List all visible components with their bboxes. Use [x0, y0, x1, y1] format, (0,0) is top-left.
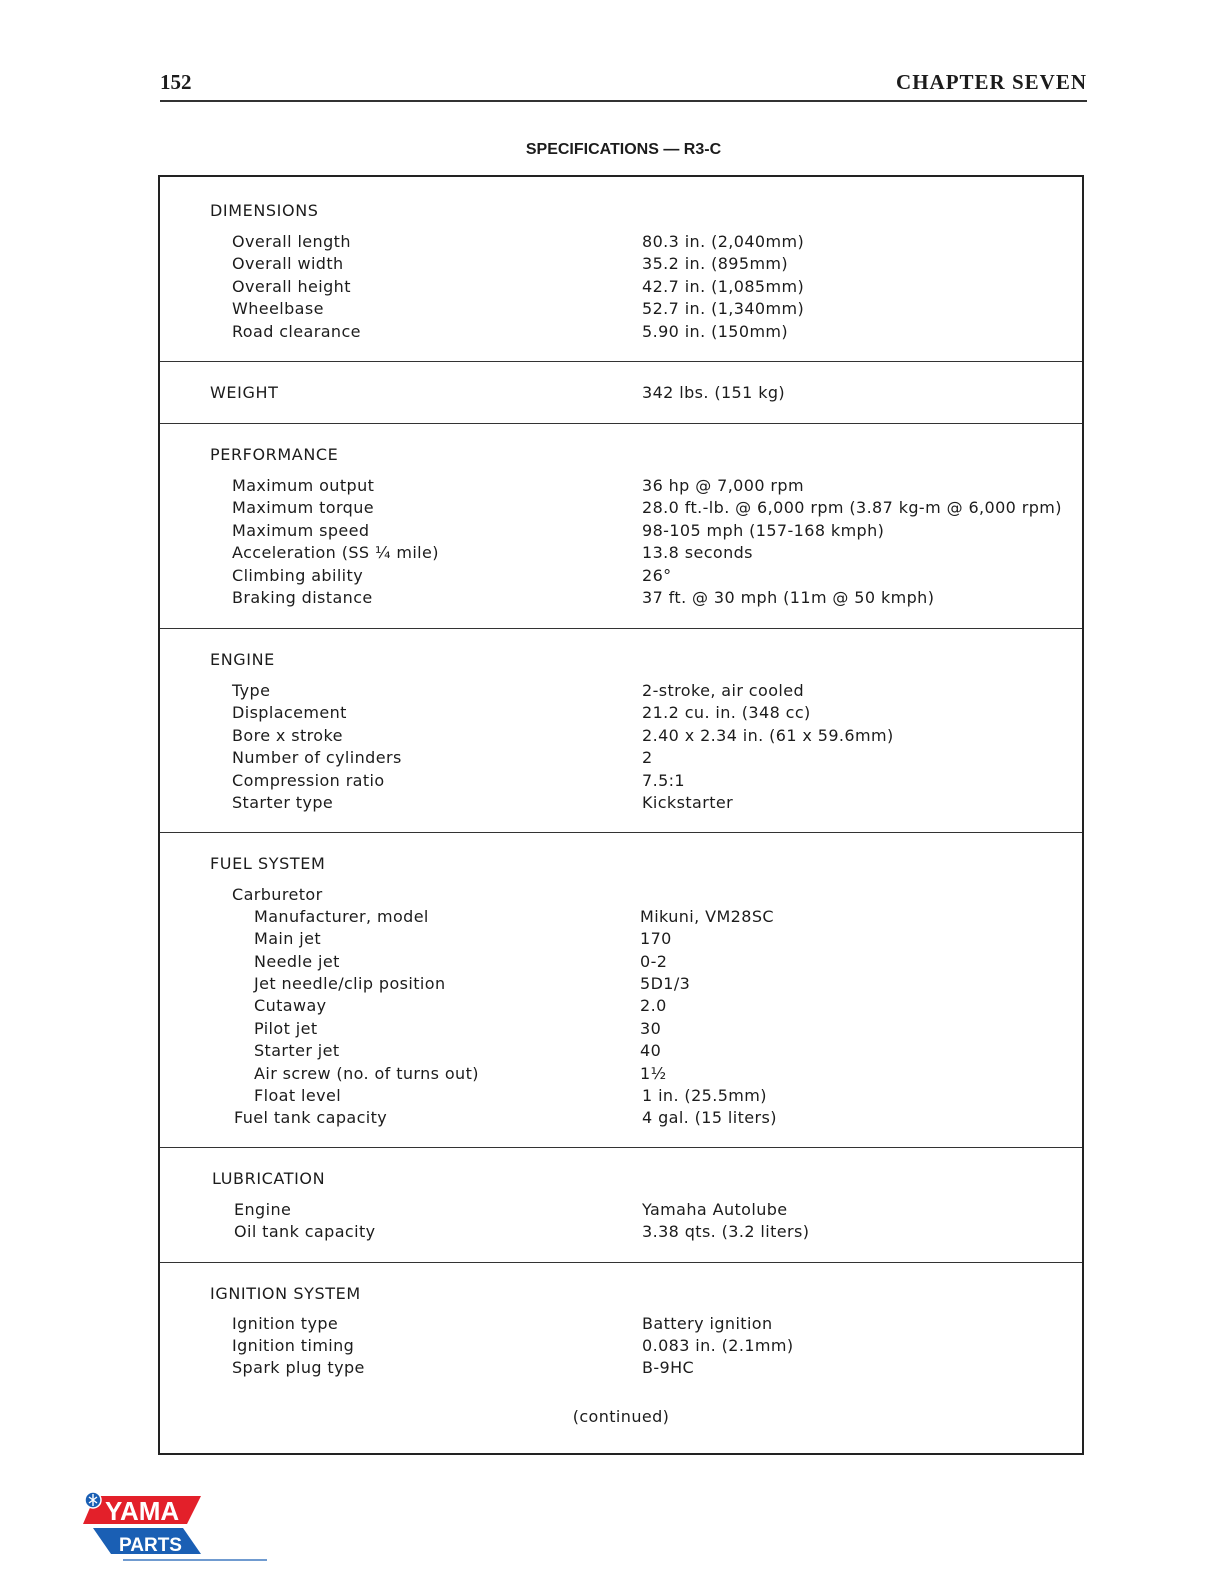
spec-value: 5D1/3 [640, 974, 691, 993]
spec-row [160, 566, 1082, 588]
spec-label: Carburetor [232, 885, 323, 904]
spec-value: 98-105 mph (157-168 kmph) [642, 521, 885, 540]
spec-row [160, 498, 1082, 520]
section-title: LUBRICATION [212, 1169, 326, 1188]
spec-row [160, 254, 1082, 276]
spec-value: 170 [640, 929, 672, 948]
spec-value: Mikuni, VM28SC [640, 907, 774, 926]
spec-row [160, 952, 1082, 974]
section-title: IGNITION SYSTEM [210, 1284, 361, 1303]
spec-label: Compression ratio [232, 771, 385, 790]
spec-label: Fuel tank capacity [234, 1108, 388, 1127]
spec-row [160, 1086, 1082, 1108]
spec-value: 37 ft. @ 30 mph (11m @ 50 kmph) [642, 588, 935, 607]
spec-row [160, 1108, 1082, 1130]
spec-label: Maximum torque [232, 498, 375, 517]
page-number: 152 [160, 70, 192, 94]
document-title: SPECIFICATIONS — R3-C [525, 141, 722, 158]
yamaparts-logo[interactable] [83, 1490, 273, 1564]
spec-row [160, 383, 1082, 405]
section-performance [160, 423, 1082, 629]
spec-label: Bore x stroke [232, 726, 343, 745]
spec-value: 2-stroke, air cooled [642, 681, 805, 700]
section-title: ENGINE [210, 650, 275, 669]
spec-row [160, 588, 1082, 610]
spec-row [160, 543, 1082, 565]
spec-label: Maximum output [232, 476, 375, 495]
spec-label: Acceleration (SS ¼ mile) [232, 543, 439, 562]
spec-label: Number of cylinders [232, 748, 402, 767]
spec-label: Cutaway [254, 996, 327, 1015]
spec-value: Kickstarter [642, 793, 734, 812]
section-ignition-system [160, 1262, 1082, 1455]
spec-label: Climbing ability [232, 566, 364, 585]
spec-row [160, 1041, 1082, 1063]
spec-value: 28.0 ft.-lb. @ 6,000 rpm (3.87 kg-m @ 6,000 rpm) [642, 498, 1062, 517]
spec-value: 1 in. (25.5mm) [642, 1086, 767, 1105]
spec-label: Float level [254, 1086, 342, 1105]
spec-value: 36 hp @ 7,000 rpm [642, 476, 804, 495]
spec-label: Ignition type [232, 1314, 339, 1333]
spec-label: Type [232, 681, 271, 700]
spec-value: 2.40 x 2.34 in. (61 x 59.6mm) [642, 726, 894, 745]
logo-text-yama: YAMA [105, 1496, 180, 1526]
spec-label: Manufacturer, model [254, 907, 429, 926]
section-weight [160, 361, 1082, 424]
spec-row [160, 521, 1082, 543]
spec-label: Overall length [232, 232, 351, 251]
spec-label: Spark plug type [232, 1358, 365, 1377]
section-lubrication [160, 1147, 1082, 1263]
spec-value: 13.8 seconds [642, 543, 753, 562]
spec-value: 80.3 in. (2,040mm) [642, 232, 805, 251]
spec-label: Road clearance [232, 322, 361, 341]
spec-row [160, 277, 1082, 299]
spec-label: Oil tank capacity [234, 1222, 376, 1241]
spec-label: Starter jet [254, 1041, 340, 1060]
spec-row [160, 748, 1082, 770]
spec-row [160, 793, 1082, 815]
spec-row [160, 1358, 1082, 1380]
spec-row [160, 771, 1082, 793]
spec-value: 21.2 cu. in. (348 cc) [642, 703, 811, 722]
spec-row [160, 907, 1082, 929]
spec-row [160, 1019, 1082, 1041]
continued-note: (continued) [572, 1407, 670, 1426]
spec-label: Main jet [254, 929, 322, 948]
spec-label: Engine [234, 1200, 292, 1219]
spec-label: Overall height [232, 277, 351, 296]
spec-row [160, 1314, 1082, 1336]
spec-label: Displacement [232, 703, 347, 722]
spec-row [160, 929, 1082, 951]
spec-value: 26° [642, 566, 672, 585]
spec-row [160, 885, 1082, 907]
specifications-table [158, 175, 1084, 1455]
section-title: DIMENSIONS [210, 201, 319, 220]
spec-label: Air screw (no. of turns out) [254, 1064, 479, 1083]
spec-row [160, 476, 1082, 498]
spec-label: Jet needle/clip position [254, 974, 446, 993]
spec-label: Maximum speed [232, 521, 370, 540]
spec-value: Yamaha Autolube [642, 1200, 788, 1219]
spec-row [160, 974, 1082, 996]
spec-row [160, 322, 1082, 344]
spec-row [160, 232, 1082, 254]
spec-value: B-9HC [642, 1358, 695, 1377]
spec-value: 1½ [640, 1064, 667, 1083]
spec-label: Ignition timing [232, 1336, 355, 1355]
spec-label: Braking distance [232, 588, 373, 607]
spec-value: 52.7 in. (1,340mm) [642, 299, 805, 318]
spec-label: Needle jet [254, 952, 340, 971]
spec-value: 42.7 in. (1,085mm) [642, 277, 805, 296]
spec-label: Overall width [232, 254, 344, 273]
spec-row [160, 996, 1082, 1018]
spec-row [160, 1336, 1082, 1358]
spec-label: Pilot jet [254, 1019, 318, 1038]
spec-label: Wheelbase [232, 299, 324, 318]
spec-row [160, 1200, 1082, 1222]
spec-value: 0-2 [640, 952, 668, 971]
chapter-title: CHAPTER SEVEN [896, 70, 1087, 94]
spec-value: 2.0 [640, 996, 667, 1015]
section-dimensions [160, 177, 1082, 362]
section-title: PERFORMANCE [210, 445, 339, 464]
spec-value: 342 lbs. (151 kg) [642, 383, 786, 402]
section-title: FUEL SYSTEM [210, 854, 326, 873]
section-title: WEIGHT [210, 383, 279, 402]
spec-value: 30 [640, 1019, 662, 1038]
spec-value: 40 [640, 1041, 662, 1060]
spec-row [160, 1064, 1082, 1086]
spec-value: 7.5:1 [642, 771, 686, 790]
spec-row [160, 299, 1082, 321]
spec-value: 35.2 in. (895mm) [642, 254, 789, 273]
spec-value: 0.083 in. (2.1mm) [642, 1336, 794, 1355]
spec-value: 2 [642, 748, 653, 767]
spec-value: Battery ignition [642, 1314, 773, 1333]
spec-row [160, 726, 1082, 748]
spec-row [160, 703, 1082, 725]
logo-text-parts: PARTS [119, 1535, 182, 1556]
spec-value: 5.90 in. (150mm) [642, 322, 789, 341]
spec-value: 3.38 qts. (3.2 liters) [642, 1222, 810, 1241]
spec-value: 4 gal. (15 liters) [642, 1108, 777, 1127]
page-header [160, 70, 1087, 102]
section-fuel-system [160, 832, 1082, 1148]
section-engine [160, 628, 1082, 833]
spec-row [160, 681, 1082, 703]
spec-row [160, 1222, 1082, 1244]
spec-label: Starter type [232, 793, 334, 812]
